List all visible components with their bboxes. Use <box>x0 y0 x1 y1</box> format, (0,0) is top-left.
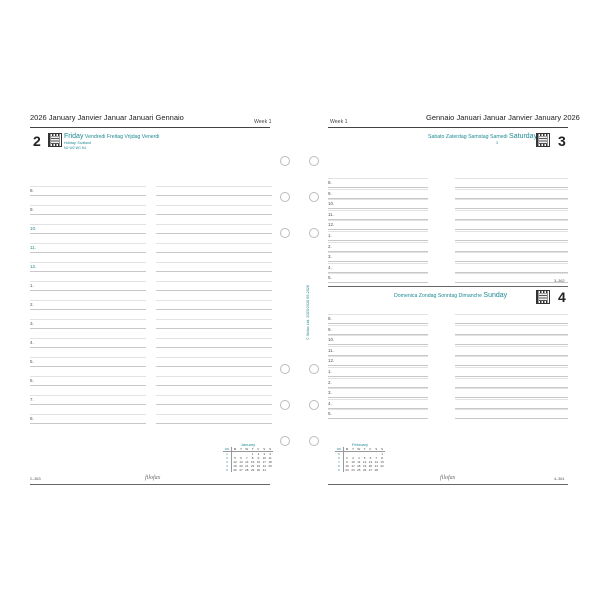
day-translations: Sabato Zaterdag Samstag Samedi <box>428 134 508 140</box>
hour-line <box>156 366 272 367</box>
half-hour-line <box>455 178 568 179</box>
hour-label: 4. <box>328 400 332 406</box>
half-hour-line <box>328 210 428 211</box>
calendar-day: 24 <box>351 468 355 472</box>
hour-line <box>156 271 272 272</box>
qr-code-icon <box>537 134 549 146</box>
calendar-day: 23 <box>256 464 261 468</box>
calendar-day: 18 <box>268 460 272 464</box>
half-hour-line <box>328 335 428 336</box>
half-hour-line <box>30 224 146 225</box>
half-hour-line <box>328 388 428 389</box>
calendar-day: 11 <box>357 460 361 464</box>
half-hour-line <box>328 252 428 253</box>
week-number: 5 <box>335 452 343 457</box>
half-hour-line <box>30 300 146 301</box>
half-hour-line <box>30 243 146 244</box>
week-number: 4 <box>223 464 231 468</box>
mini-calendar-table <box>335 447 385 472</box>
half-hour-line <box>328 220 428 221</box>
half-hour-line <box>328 378 428 379</box>
hour-label: 5. <box>328 411 332 417</box>
calendar-day: 19 <box>233 464 237 468</box>
mini-calendar-week <box>223 468 273 472</box>
half-hour-line <box>455 409 568 410</box>
hour-line <box>30 366 146 367</box>
half-hour-line <box>30 319 146 320</box>
page-code: 2–363 <box>30 477 41 481</box>
half-hour-line <box>156 414 272 415</box>
hour-label: 7. <box>30 397 34 402</box>
half-hour-line <box>30 414 146 415</box>
brand-logo: filofax <box>440 475 456 481</box>
half-hour-line <box>455 252 568 253</box>
weekday-label: M <box>343 447 350 452</box>
hour-label: 3. <box>30 321 34 326</box>
punch-hole <box>280 228 290 238</box>
hour-label: 8. <box>328 316 332 321</box>
calendar-day: 6 <box>240 456 242 460</box>
half-hour-line <box>455 220 568 221</box>
saturday-names <box>428 133 537 140</box>
half-hour-line <box>156 338 272 339</box>
calendar-day: 2 <box>257 452 260 456</box>
week-number: 2 <box>223 456 231 460</box>
half-hour-line <box>455 189 568 190</box>
weekday-label: F <box>257 447 260 451</box>
half-hour-line <box>455 263 568 264</box>
half-hour-line <box>328 325 428 326</box>
half-hour-line <box>455 399 568 400</box>
hour-line <box>30 252 146 253</box>
saturday-small-date: 3 <box>496 141 498 145</box>
half-hour-line <box>455 378 568 379</box>
half-hour-line <box>455 273 568 274</box>
half-hour-line <box>455 231 568 232</box>
half-hour-line <box>328 263 428 264</box>
weekday-label: T <box>240 447 242 451</box>
calendar-day: 16 <box>345 464 349 468</box>
hour-line <box>30 328 146 329</box>
calendar-day: 13 <box>368 460 373 464</box>
calendar-day: 7 <box>375 456 378 460</box>
punch-hole <box>280 192 290 202</box>
half-hour-line <box>328 273 428 274</box>
calendar-day: 8 <box>381 456 383 460</box>
hour-label: 1. <box>30 283 34 288</box>
day-names <box>64 133 159 140</box>
day-number: 2 <box>33 133 41 149</box>
half-hour-line <box>328 409 428 410</box>
half-hour-line <box>455 325 568 326</box>
hour-line <box>156 404 272 405</box>
hour-line <box>156 214 272 215</box>
punch-hole <box>280 436 290 446</box>
punch-hole <box>280 156 290 166</box>
calendar-day: 16 <box>256 460 261 464</box>
day-primary: Saturday <box>509 133 538 140</box>
calendar-day: 20 <box>239 464 243 468</box>
half-hour-line <box>30 376 146 377</box>
punch-hole <box>280 400 290 410</box>
half-hour-line <box>30 186 146 187</box>
page-title: 2026 January Janvier Januar Januari Gennaio <box>30 113 184 122</box>
hour-label: 8. <box>30 416 34 421</box>
hour-line <box>30 290 146 291</box>
half-hour-line <box>328 367 428 368</box>
half-hour-line <box>156 395 272 396</box>
calendar-day: 12 <box>233 460 237 464</box>
hour-line <box>30 233 146 234</box>
qr-code-icon <box>49 134 61 146</box>
half-hour-line <box>455 210 568 211</box>
day-primary: Sunday <box>483 292 508 299</box>
calendar-day: 23 <box>345 468 349 472</box>
saturday-number: 3 <box>558 133 566 149</box>
hour-line <box>328 418 428 419</box>
calendar-day: 19 <box>362 464 367 468</box>
hour-line <box>30 195 146 196</box>
calendar-day: 11 <box>268 456 272 460</box>
calendar-day: 1 <box>381 452 383 456</box>
calendar-day: 4 <box>357 456 360 460</box>
hour-label: 9. <box>328 190 332 196</box>
mini-calendar-january <box>223 442 273 472</box>
half-hour-line <box>328 346 428 347</box>
day-translations: Vendredi Freitag Vrijdag Venerdi <box>84 134 160 140</box>
half-hour-line <box>328 189 428 190</box>
half-hour-line <box>328 356 428 357</box>
calendar-day: 31 <box>262 468 266 472</box>
calendar-day: 4 <box>269 452 271 456</box>
right-page <box>300 100 582 500</box>
saturday-code: 3–362 <box>554 279 565 283</box>
half-hour-line <box>156 186 272 187</box>
hour-line <box>156 328 272 329</box>
week-number: 3 <box>223 460 231 464</box>
half-hour-line <box>328 242 428 243</box>
calendar-day: 8 <box>251 456 254 460</box>
week-number: 5 <box>223 468 231 472</box>
hour-label: 2. <box>328 379 332 385</box>
weekday-label: Wk <box>223 447 231 452</box>
calendar-day: 21 <box>245 464 249 468</box>
hour-line <box>156 385 272 386</box>
calendar-day: 26 <box>233 468 237 472</box>
calendar-day: 14 <box>374 460 378 464</box>
calendar-day <box>379 468 385 472</box>
hour-label: 11. <box>328 347 334 353</box>
hour-label: 9. <box>328 326 332 332</box>
half-hour-line <box>156 376 272 377</box>
qr-code-icon <box>537 291 549 303</box>
hour-line <box>156 347 272 348</box>
calendar-day: 18 <box>357 464 361 468</box>
weekday-label: W <box>357 447 361 451</box>
calendar-day: 3 <box>263 452 266 456</box>
weekday-label: S <box>375 447 378 451</box>
hour-line <box>30 347 146 348</box>
half-hour-line <box>455 242 568 243</box>
day-divider <box>328 286 568 287</box>
hour-line <box>455 418 568 419</box>
week-number: 6 <box>335 456 343 460</box>
half-hour-line <box>156 224 272 225</box>
mini-calendar-title: January <box>240 442 256 447</box>
calendar-day: 13 <box>239 460 243 464</box>
half-hour-line <box>30 262 146 263</box>
hour-label: 11. <box>328 211 334 217</box>
calendar-day: 1 <box>251 452 254 456</box>
week-number: 7 <box>335 460 343 464</box>
calendar-day: 22 <box>380 464 384 468</box>
half-hour-line <box>328 399 428 400</box>
weekday-label: S <box>381 447 384 451</box>
hour-line <box>328 282 428 283</box>
calendar-day: 26 <box>362 468 367 472</box>
header-rule <box>30 127 270 128</box>
half-hour-line <box>328 231 428 232</box>
half-hour-line <box>328 178 428 179</box>
calendar-day: 10 <box>262 456 266 460</box>
calendar-day: 6 <box>369 456 372 460</box>
calendar-day: 7 <box>245 456 248 460</box>
hour-label: 1. <box>328 233 332 238</box>
calendar-day: 25 <box>268 464 272 468</box>
weekday-label: M <box>231 447 238 452</box>
page-code: 4–361 <box>554 477 565 481</box>
hour-line <box>30 385 146 386</box>
week-number: 9 <box>335 468 343 472</box>
calendar-day: 10 <box>351 460 355 464</box>
weekday-label: T <box>352 447 354 451</box>
calendar-day: 22 <box>250 464 255 468</box>
calendar-day: 20 <box>368 464 373 468</box>
half-hour-line <box>156 205 272 206</box>
hour-line <box>30 214 146 215</box>
calendar-day: 24 <box>262 464 266 468</box>
hour-line <box>455 282 568 283</box>
half-hour-line <box>156 262 272 263</box>
weekday-label: T <box>251 447 254 451</box>
hour-label: 1. <box>328 369 332 374</box>
moon-phases: N2 W2 W1 N1 <box>64 145 87 150</box>
week-label: Week 1 <box>254 119 272 125</box>
half-hour-line <box>30 357 146 358</box>
calendar-day <box>267 468 273 472</box>
calendar-day: 29 <box>250 468 255 472</box>
calendar-day: 9 <box>257 456 260 460</box>
calendar-day: 27 <box>239 468 243 472</box>
weekday-label: Wk <box>335 447 343 452</box>
brand-logo: filofax <box>145 475 161 481</box>
half-hour-line <box>455 388 568 389</box>
week-label: Week 1 <box>330 119 348 125</box>
calendar-day: 3 <box>352 456 354 460</box>
hour-label: 12. <box>328 222 335 228</box>
hour-label: 3. <box>328 390 332 396</box>
hour-line <box>30 404 146 405</box>
half-hour-line <box>30 395 146 396</box>
hour-label: 9. <box>30 207 34 212</box>
hour-label: 8. <box>30 188 34 193</box>
punch-hole <box>280 364 290 374</box>
calendar-day: 28 <box>245 468 249 472</box>
mini-calendar-week <box>335 468 385 472</box>
half-hour-line <box>156 319 272 320</box>
hour-line <box>156 233 272 234</box>
calendar-day: 28 <box>374 468 378 472</box>
diary-spread <box>18 100 582 500</box>
footer-rule <box>30 484 270 485</box>
calendar-day: 25 <box>357 468 361 472</box>
half-hour-line <box>30 338 146 339</box>
mini-calendar-february <box>335 442 385 472</box>
week-number: 1 <box>223 452 231 457</box>
hour-line <box>30 271 146 272</box>
day-translations: Domenica Zondag Sonntag Dimanche <box>394 293 482 299</box>
holiday-note <box>64 141 91 150</box>
calendar-day: 5 <box>234 456 236 460</box>
hour-label: 3. <box>328 254 332 260</box>
half-hour-line <box>156 357 272 358</box>
day-primary: Friday <box>64 133 84 140</box>
hour-line <box>156 423 272 424</box>
hour-line <box>30 423 146 424</box>
weekday-label: F <box>369 447 372 451</box>
copyright-note: © filofax Ltd. 2025/2026 69-2026 <box>306 284 310 340</box>
hour-label: 5. <box>30 359 34 364</box>
calendar-day: 17 <box>262 460 266 464</box>
hour-line <box>156 290 272 291</box>
page-title: Gennaio Januari Januar Janvier January 2026 <box>426 113 580 122</box>
hour-label: 5. <box>328 275 332 281</box>
calendar-day: 27 <box>368 468 373 472</box>
hour-line <box>156 309 272 310</box>
half-hour-line <box>455 367 568 368</box>
header-rule <box>328 127 568 128</box>
left-page <box>18 100 300 500</box>
sunday-number: 4 <box>558 289 566 305</box>
half-hour-line <box>455 335 568 336</box>
hour-label: 4. <box>30 340 34 345</box>
calendar-day: 15 <box>250 460 255 464</box>
calendar-day: 21 <box>374 464 378 468</box>
hour-label: 6. <box>30 378 34 383</box>
half-hour-line <box>455 199 568 200</box>
footer-rule <box>328 484 568 485</box>
hour-label: 4. <box>328 264 332 270</box>
hour-label: 10. <box>328 337 335 343</box>
half-hour-line <box>328 199 428 200</box>
hour-line <box>156 252 272 253</box>
mini-calendar-title: February <box>351 442 368 447</box>
sunday-names <box>394 292 507 299</box>
hour-label: 10. <box>328 201 335 207</box>
weekday-label: S <box>263 447 266 451</box>
half-hour-line <box>156 300 272 301</box>
hour-label: 12. <box>30 264 37 269</box>
half-hour-line <box>156 281 272 282</box>
holiday-line: Holiday, Scotland <box>64 141 91 145</box>
mini-calendar-table <box>223 447 273 472</box>
weekday-label: S <box>269 447 272 451</box>
calendar-day: 5 <box>363 456 366 460</box>
calendar-day: 2 <box>346 456 348 460</box>
half-hour-line <box>30 205 146 206</box>
weekday-label: W <box>245 447 249 451</box>
half-hour-line <box>455 346 568 347</box>
calendar-day: 17 <box>351 464 355 468</box>
week-number: 8 <box>335 464 343 468</box>
calendar-day: 15 <box>380 460 384 464</box>
calendar-day: 30 <box>256 468 261 472</box>
hour-label: 12. <box>328 358 335 364</box>
calendar-day: 14 <box>245 460 249 464</box>
hour-line <box>156 195 272 196</box>
hour-label: 8. <box>328 180 332 185</box>
half-hour-line <box>156 243 272 244</box>
weekday-label: T <box>363 447 366 451</box>
hour-label: 2. <box>328 243 332 249</box>
half-hour-line <box>328 314 428 315</box>
hour-label: 10. <box>30 226 37 231</box>
hour-label: 2. <box>30 302 34 307</box>
hour-line <box>30 309 146 310</box>
hour-label: 11. <box>30 245 36 250</box>
half-hour-line <box>30 281 146 282</box>
half-hour-line <box>455 356 568 357</box>
half-hour-line <box>455 314 568 315</box>
calendar-day: 9 <box>346 460 348 464</box>
calendar-day: 12 <box>362 460 367 464</box>
